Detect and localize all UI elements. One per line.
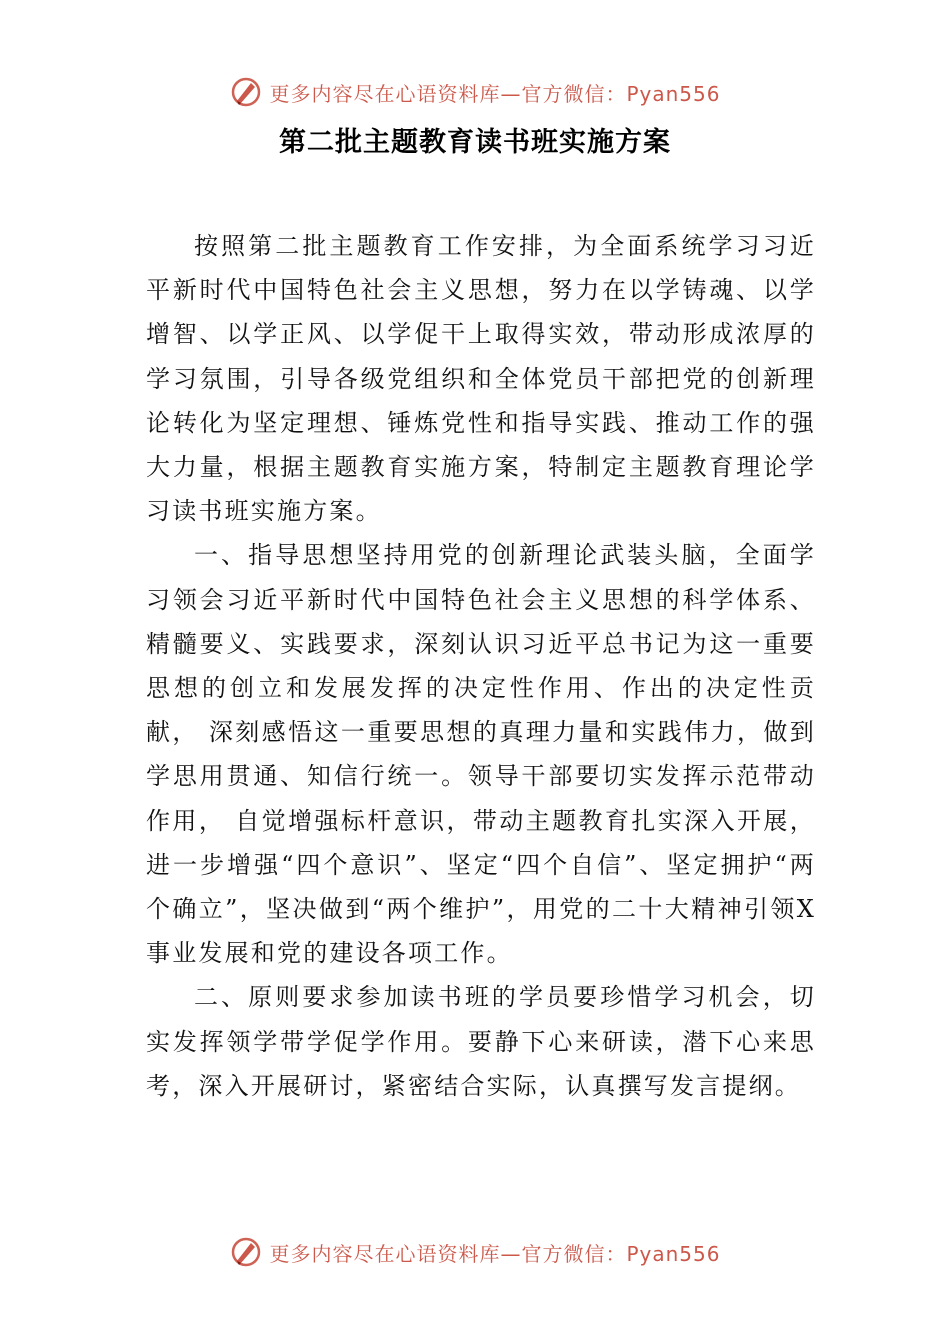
paragraph-guiding-ideology: 一、指导思想坚持用党的创新理论武装头脑，全面学习领会习近平新时代中国特色社会主义思想的科学体系、精髓要义、实践要求，深刻认识习近平总书记为这一重要思想的创立和发展发挥的决定性作用、作出的决定性贡献， 深刻感悟这一重要思想的真理力量和实践伟力，做到学思用贯通、知信行统一。领导干部要切实发挥示范带动作用， 自觉增强标杆意识，带动主题教育扎实深入开展，进一步增强“四个意识”、坚定“四个自信”、坚定拥护“两个确立”，坚决做到“两个维护”，用党的二十大精神引领X事业发展和党的建设各项工作。: [146, 541, 816, 968]
watermark-banner-top: [0, 72, 950, 112]
watermark-banner-bottom: [0, 1232, 950, 1272]
watermark-text: 更多内容尽在心语资料库—官方微信：Pyan556: [269, 81, 721, 106]
document-body: [146, 224, 816, 1108]
watermark-text: 更多内容尽在心语资料库—官方微信：Pyan556: [269, 1241, 721, 1266]
pen-logo-icon: [229, 1235, 263, 1269]
paragraph-principles: 二、原则要求参加读书班的学员要珍惜学习机会，切实发挥领学带学促学作用。要静下心来研读，潜下心来思考，深入开展研讨，紧密结合实际，认真撰写发言提纲。: [146, 983, 816, 1100]
document-title: 第二批主题教育读书班实施方案: [279, 127, 671, 158]
pen-logo-icon: [229, 75, 263, 109]
paragraph-intro: 按照第二批主题教育工作安排，为全面系统学习习近平新时代中国特色社会主义思想，努力在以学铸魂、以学增智、以学正风、以学促干上取得实效，带动形成浓厚的学习氛围，引导各级党组织和全体党员干部把党的创新理论转化为坚定理想、锤炼党性和指导实践、推动工作的强大力量，根据主题教育实施方案，特制定主题教育理论学习读书班实施方案。: [146, 232, 816, 526]
